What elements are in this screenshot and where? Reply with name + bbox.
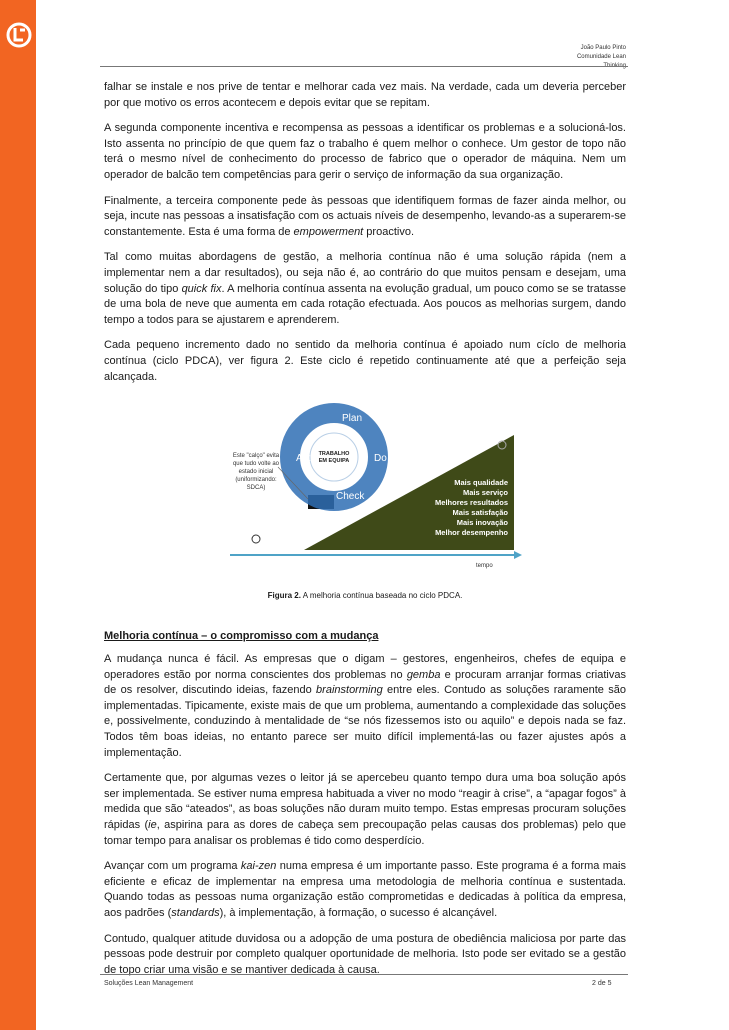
paragraph: Avançar com um programa kai-zen numa empresa é um importante passo. Este programa é a forma mais eficiente e eficaz de implementar na empresa uma metodologia de melhoria contínua e sustentada. Quando todas as pessoas numa organização estão comprometidas e dedicadas à política da empresa, aos padrões (standards), à implementação, à formação, o sucesso é alcançável. — [104, 860, 626, 919]
center-label-2: EM EQUIPA — [318, 458, 350, 465]
paragraph: A mudança nunca é fácil. As empresas que o digam – gestores, engenheiros, chefes de equipa e operadores estão por norma conscientes dos problemas no gemba e procuram arranjar formas criativas de os resolver, discutindo ideias, fazendo brainstorming entre eles. Contudo as soluções raramente são implementadas. Tipicamente, existe mais de que um problema, aumentando a complexidade das soluções e, possivelmente, conduzindo à mentalidade de “se nós fizessemos isto ou aquilo” e depois nada se faz. Todos têm boas ideias, no entanto parece ser muito difícil implementá-las ou fazer ajustes após a implementação. — [104, 653, 626, 759]
svg-text:SDCA): SDCA) — [246, 485, 266, 492]
pdca-figure — [104, 395, 626, 585]
act-label: Act — [296, 453, 311, 465]
paragraph: Tal como muitas abordagens de gestão, a melhoria contínua não é uma solução rápida (nem a implementar nem a dar resultados), ou seja não é, ao contrário do que muitos pensam e desejam, uma solução do tipo quick fix. A melhoria contínua assenta na evolução gradual, um pouco como se se tratasse de uma bola de neve que aumenta em cada rotação efectuada. Aos poucos as melhorias surgem, dando tempo a todos para se ajustarem e aprenderem. — [104, 251, 626, 326]
svg-text:Melhores resultados: Melhores resultados — [435, 498, 508, 508]
company-logo-icon — [6, 22, 32, 48]
svg-text:que tudo volte ao: que tudo volte ao — [232, 461, 280, 468]
time-axis-arrowhead — [514, 551, 522, 559]
paragraph: Certamente que, por algumas vezes o leitor já se apercebeu quanto tempo dura uma boa solução após ser implementada. Se estiver numa empresa habituada a viver no modo “reagir à crise”, a “apagar fogos” à medida que são “ateados”, as boas soluções não duram muito tempo. Estas empresas procuram soluções rápidas (ie, aspirina para as dores de cabeça sem precoupação pelas causas dos problemas) pelo que tomar tempo para analisar os problemas é tido como desperdício. — [104, 772, 627, 847]
wedge-note — [233, 453, 280, 491]
svg-text:(uniformizando:: (uniformizando: — [235, 477, 277, 484]
footer-divider — [100, 974, 628, 975]
paragraph: Contudo, qualquer atitude duvidosa ou a adopção de uma postura de obediência maliciosa por parte das pessoas pode destruir por completo qualquer oportunidade de melhoria. Isto pode ser evitado se a gestão de topo criar uma visão e se mantiver dedicada à causa. — [104, 932, 626, 976]
plan-label: Plan — [342, 413, 363, 425]
orange-side-stripe — [0, 0, 36, 1030]
time-axis-label: tempo — [476, 563, 493, 570]
figure-caption: Figura 2. A melhoria contínua baseada no ciclo PDCA. — [267, 591, 463, 601]
svg-text:Mais inovação: Mais inovação — [456, 518, 508, 528]
header-org: Comunidade Lean Thinking — [576, 54, 626, 69]
do-label: Do — [374, 453, 387, 465]
svg-text:estado inicial: estado inicial — [238, 469, 274, 476]
pdca-diagram — [104, 395, 626, 585]
svg-text:Mais satisfação: Mais satisfação — [452, 508, 508, 518]
center-label-1: TRABALHO — [318, 451, 350, 458]
pdca-center — [310, 433, 358, 481]
section-title: Melhoria contínua – o compromisso com a mudança — [104, 630, 379, 643]
header-divider — [100, 66, 628, 67]
page-number: 2 de 5 — [592, 980, 612, 987]
svg-text:Melhor desempenho: Melhor desempenho — [435, 528, 508, 538]
svg-text:Este "calço" evita: Este "calço" evita — [232, 453, 280, 460]
footer-left: Soluções Lean Management — [104, 980, 194, 987]
paragraph: A segunda componente incentiva e recompensa as pessoas a identificar os problemas e a solucioná-los. Isto assenta no princípio de que quem faz o trabalho é quem melhor o conhece. Um gestor de topo não terá o mesmo nível de conhecimento do processo de fabrico que o operador de máquina. Nem um operador de balcão tem competências para gerir o serviço de informação da sua organização. — [104, 122, 626, 181]
paragraph: Cada pequeno incremento dado no sentido da melhoria contínua é apoiado num cíclo de melhoria contínua (ciclo PDCA), ver figura 2. Este ciclo é repetido continuamente até que a perfeição seja alcançada. — [104, 339, 626, 383]
svg-text:Mais qualidade: Mais qualidade — [454, 478, 508, 488]
page-body — [104, 80, 626, 988]
paragraph: Finalmente, a terceira componente pede às pessoas que identifiquem formas de fazer ainda melhor, ou seja, incute nas pessoas a insatisfação com os actuais níveis de desempenho, levando-as a superarem-se constantemente. Esta é uma forma de empowerment proactivo. — [104, 194, 626, 238]
header-author: João Paulo Pinto — [580, 45, 626, 51]
check-label: Check — [336, 491, 365, 503]
frowny-icon — [252, 535, 260, 543]
paragraph: falhar se instale e nos prive de tentar e melhorar cada vez mais. Na verdade, cada um deveria perceber por que motivo os erros acontecem e depois evitar que se repitam. — [104, 81, 626, 109]
svg-text:Mais serviço: Mais serviço — [462, 488, 508, 498]
